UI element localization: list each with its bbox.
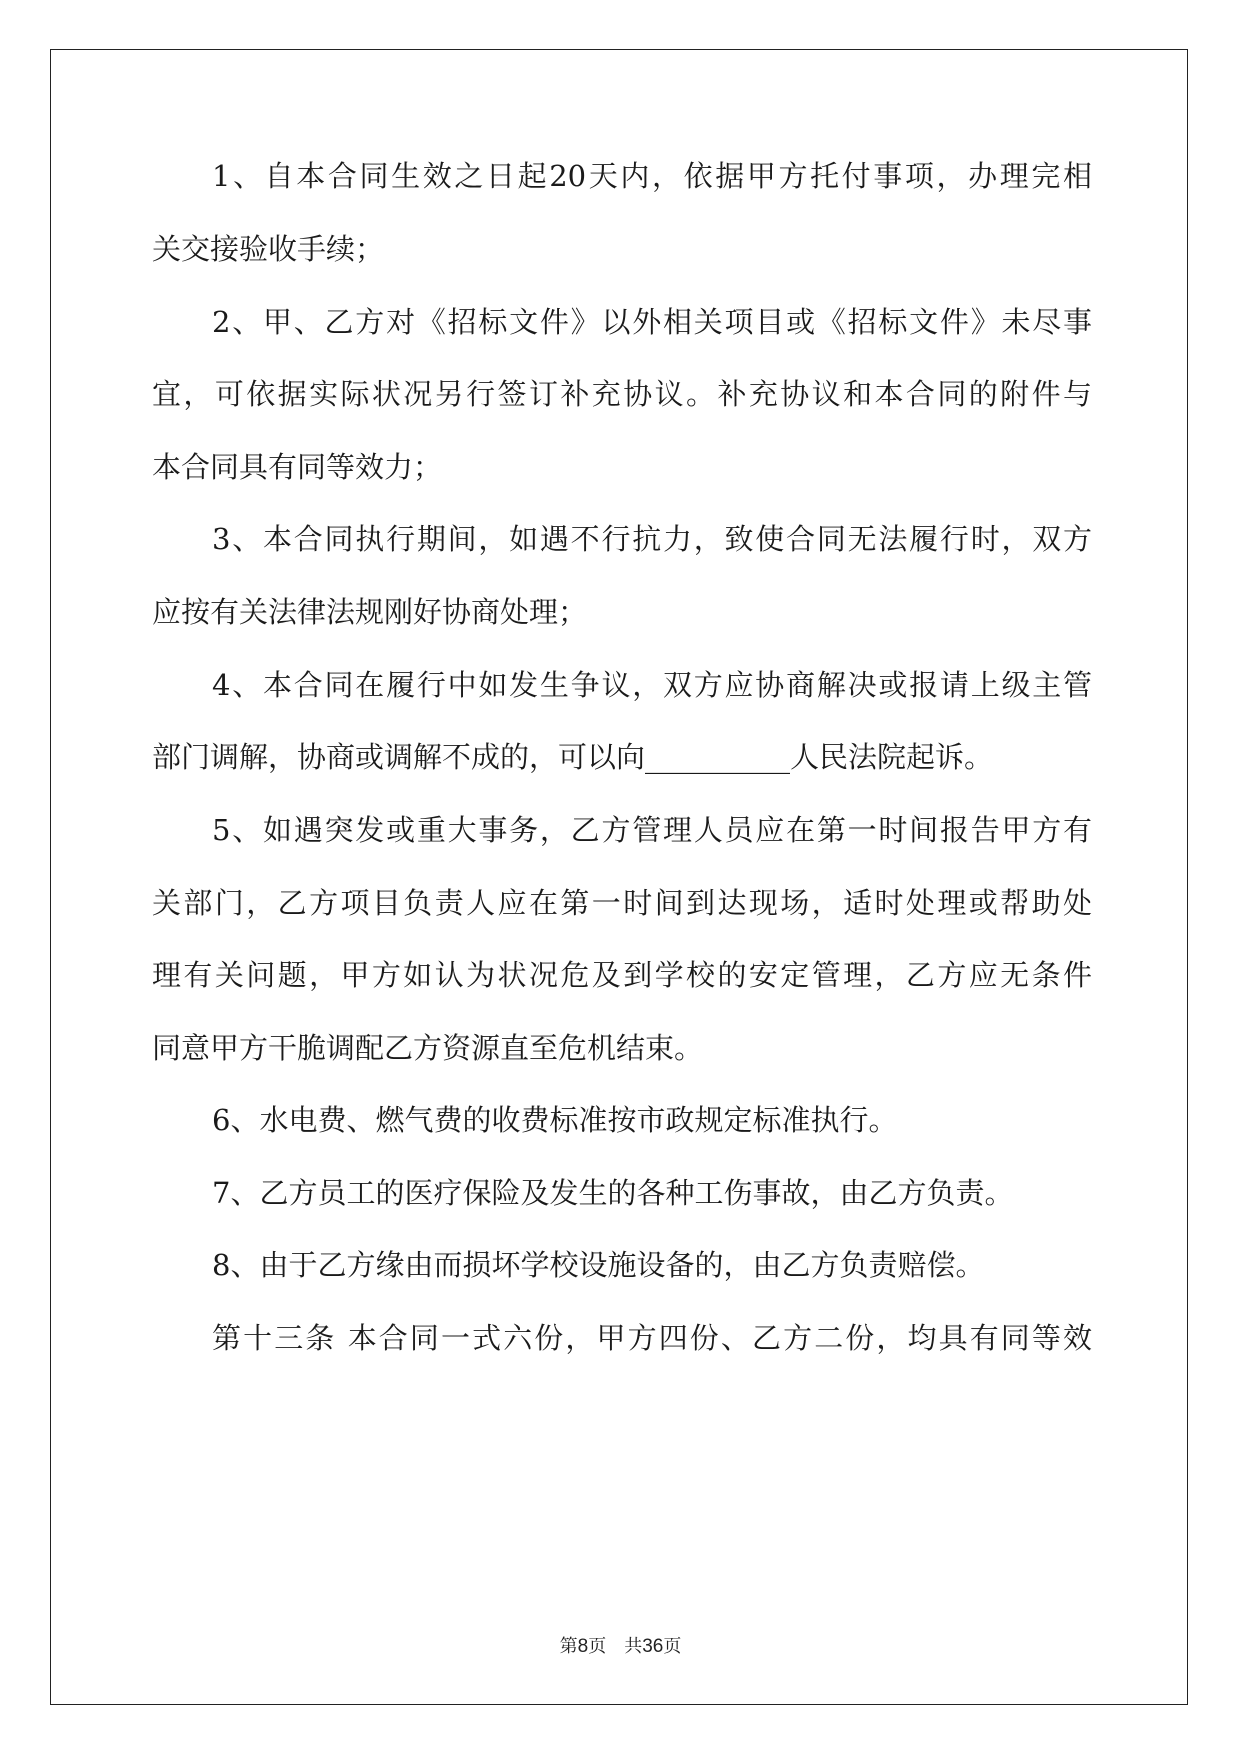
text-line: 6、水电费、燃气费的收费标准按市政规定标准执行。 — [212, 1103, 898, 1137]
text-line: 应按有关法律法规刚好协商处理； — [152, 595, 588, 629]
text-line: 同意甲方干脆调配乙方资源直至危机结束。 — [152, 1031, 704, 1065]
text-line: 部门调解，协商或调解不成的，可以向__________人民法院起诉。 — [152, 740, 994, 774]
page-number: 8 — [577, 1636, 589, 1657]
text-line: 8、由于乙方缘由而损坏学校设施设备的，由乙方负责赔偿。 — [212, 1248, 985, 1282]
page-prefix: 第 — [559, 1636, 578, 1656]
text-line: 关交接验收手续； — [152, 232, 385, 266]
text-line: 理有关问题，甲方如认为状况危及到学校的安定管理，乙方应无条件 — [152, 958, 1092, 992]
text-line: 4、本合同在履行中如发生争议，双方应协商解决或报请上级主管 — [212, 668, 1092, 702]
page-border — [50, 49, 1188, 1705]
text-line: 5、如遇突发或重大事务，乙方管理人员应在第一时间报告甲方有 — [212, 813, 1092, 847]
text-line: 关部门，乙方项目负责人应在第一时间到达现场，适时处理或帮助处 — [152, 886, 1092, 920]
text-line: 本合同具有同等效力； — [152, 450, 443, 484]
text-line: 7、乙方员工的医疗保险及发生的各种工伤事故，由乙方负责。 — [212, 1176, 1014, 1210]
text-line: 第十三条 本合同一式六份，甲方四份、乙方二份，均具有同等效 — [212, 1321, 1092, 1355]
page-footer — [0, 1634, 1241, 1659]
text-line: 1、自本合同生效之日起20天内，依据甲方托付事项，办理完相 — [212, 159, 1092, 193]
text-line: 宜，可依据实际状况另行签订补充协议。补充协议和本合同的附件与 — [152, 377, 1092, 411]
total-pages: 36 — [642, 1636, 664, 1657]
total-suffix: 页 — [663, 1636, 682, 1656]
text-line: 2、甲、乙方对《招标文件》以外相关项目或《招标文件》未尽事 — [212, 305, 1092, 339]
text-line: 3、本合同执行期间，如遇不行抗力，致使合同无法履行时，双方 — [212, 522, 1092, 556]
total-prefix: 共 — [624, 1636, 643, 1656]
page-suffix: 页 — [588, 1636, 607, 1656]
